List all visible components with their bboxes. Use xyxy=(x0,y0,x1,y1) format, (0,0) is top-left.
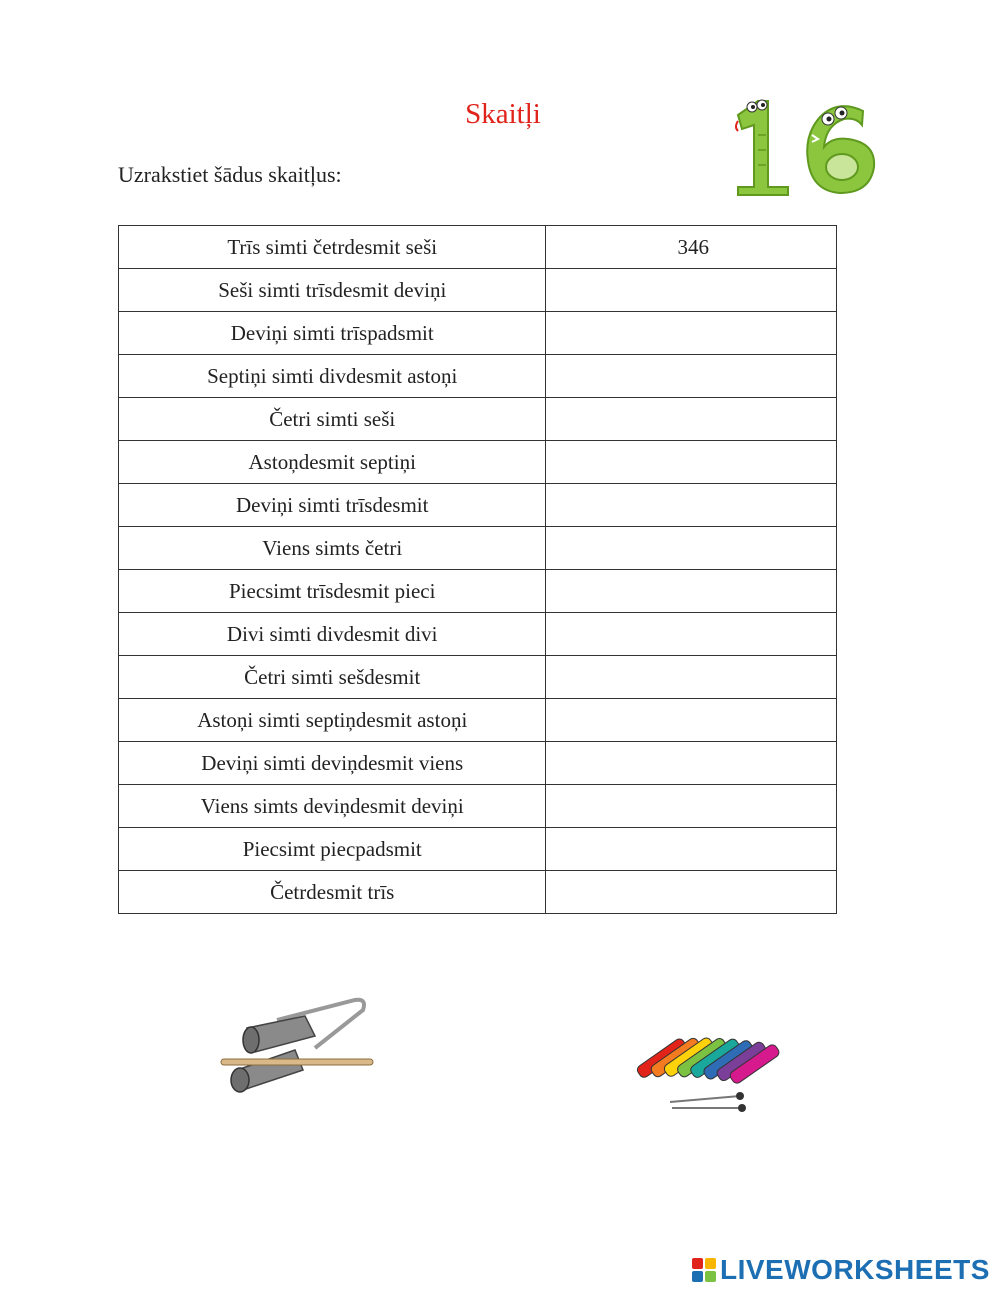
answer-input[interactable] xyxy=(546,441,840,483)
table-row xyxy=(119,785,837,828)
answer-cell xyxy=(546,484,837,527)
answer-input[interactable] xyxy=(546,312,840,354)
answer-cell xyxy=(546,226,837,269)
answer-cell xyxy=(546,527,837,570)
number-words-cell: Astoņdesmit septiņi xyxy=(119,441,546,484)
answer-input[interactable] xyxy=(546,871,840,913)
liveworksheets-logo xyxy=(692,1253,990,1287)
table-row xyxy=(119,312,837,355)
number-words-cell: Deviņi simti deviņdesmit viens xyxy=(119,742,546,785)
table-row xyxy=(119,269,837,312)
number-words-cell: Deviņi simti trīspadsmit xyxy=(119,312,546,355)
numbers-table xyxy=(118,225,837,914)
answer-input[interactable] xyxy=(546,699,840,741)
number-words-cell: Četrdesmit trīs xyxy=(119,871,546,914)
table-row xyxy=(119,441,837,484)
answer-cell xyxy=(546,355,837,398)
table-row xyxy=(119,613,837,656)
answer-input[interactable] xyxy=(546,355,840,397)
table-row xyxy=(119,398,837,441)
number-words-cell: Piecsimt trīsdesmit pieci xyxy=(119,570,546,613)
number-words-cell: Septiņi simti divdesmit astoņi xyxy=(119,355,546,398)
number-words-cell: Deviņi simti trīsdesmit xyxy=(119,484,546,527)
number-words-cell: Divi simti divdesmit divi xyxy=(119,613,546,656)
worksheet-title: Skaitļi xyxy=(465,98,541,130)
table-row xyxy=(119,871,837,914)
number-words-cell: Piecsimt piecpadsmit xyxy=(119,828,546,871)
answer-input[interactable] xyxy=(546,742,840,784)
number-words-cell: Četri simti seši xyxy=(119,398,546,441)
table-row xyxy=(119,828,837,871)
answer-input[interactable] xyxy=(546,570,840,612)
answer-cell xyxy=(546,570,837,613)
agogo-bell-icon xyxy=(215,990,380,1095)
answer-input[interactable] xyxy=(546,656,840,698)
answer-cell xyxy=(546,656,837,699)
liveworksheets-logo-icon xyxy=(692,1258,716,1282)
number-words-cell: Viens simts četri xyxy=(119,527,546,570)
number-16-mascot-icon xyxy=(728,95,888,200)
answer-input[interactable] xyxy=(546,828,840,870)
answer-cell xyxy=(546,398,837,441)
xylophone-icon xyxy=(630,1018,795,1118)
number-words-cell: Četri simti sešdesmit xyxy=(119,656,546,699)
answer-cell xyxy=(546,613,837,656)
answer-cell xyxy=(546,785,837,828)
table-row xyxy=(119,570,837,613)
brand-name: LIVEWORKSHEETS xyxy=(720,1254,990,1285)
answer-cell xyxy=(546,871,837,914)
table-row xyxy=(119,527,837,570)
answer-cell xyxy=(546,742,837,785)
answer-cell xyxy=(546,828,837,871)
number-words-cell: Astoņi simti septiņdesmit astoņi xyxy=(119,699,546,742)
number-words-cell: Viens simts deviņdesmit deviņi xyxy=(119,785,546,828)
answer-input[interactable] xyxy=(546,398,840,440)
table-row xyxy=(119,484,837,527)
worksheet-instruction: Uzrakstiet šādus skaitļus: xyxy=(118,162,342,187)
table-row xyxy=(119,656,837,699)
number-words-cell: Trīs simti četrdesmit seši xyxy=(119,226,546,269)
number-words-cell: Seši simti trīsdesmit deviņi xyxy=(119,269,546,312)
answer-input[interactable] xyxy=(546,785,840,827)
answer-input[interactable] xyxy=(546,527,840,569)
table-row xyxy=(119,355,837,398)
answer-cell xyxy=(546,441,837,484)
table-row xyxy=(119,699,837,742)
answer-input[interactable] xyxy=(546,613,840,655)
answer-cell xyxy=(546,312,837,355)
table-row xyxy=(119,226,837,269)
answer-cell xyxy=(546,699,837,742)
answer-input[interactable] xyxy=(546,269,840,311)
table-row xyxy=(119,742,837,785)
answer-input[interactable] xyxy=(546,226,840,268)
answer-cell xyxy=(546,269,837,312)
answer-input[interactable] xyxy=(546,484,840,526)
